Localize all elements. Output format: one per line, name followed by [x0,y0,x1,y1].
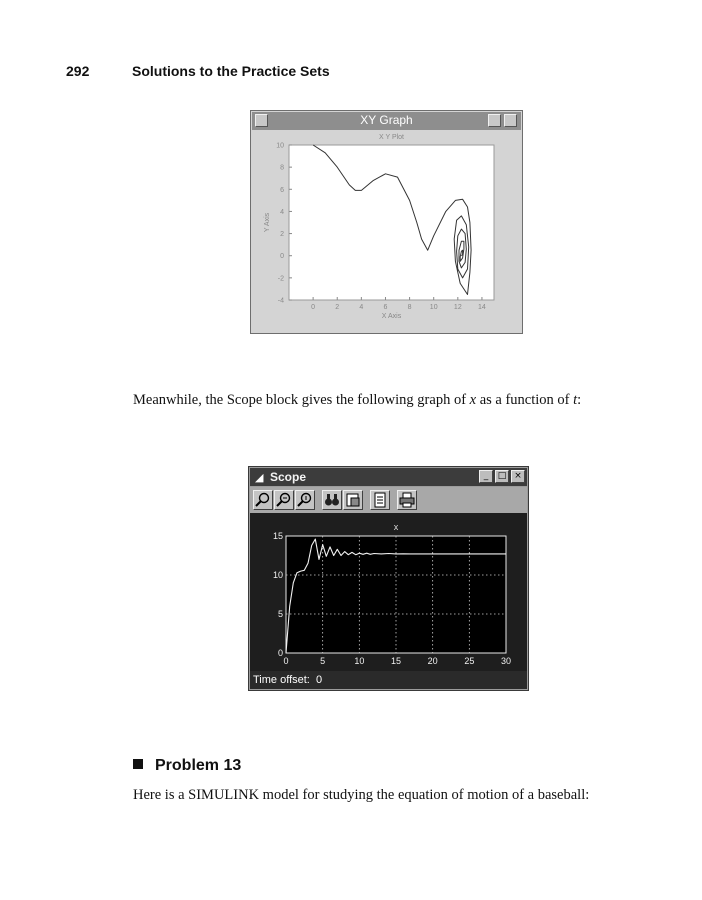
scope-x-tick-label: 5 [320,656,326,666]
problem-paragraph: Here is a SIMULINK model for studying the equation of motion of a baseball: [133,787,590,803]
scope-x-tick-label: 15 [390,656,402,666]
x-tick-label: 2 [335,304,340,311]
scope-titlebar[interactable] [250,468,527,486]
scope-toolbar [250,487,527,513]
y-tick-label: -4 [277,297,284,305]
scope-y-tick-label: 5 [277,609,283,619]
print-icon[interactable] [397,490,417,510]
scope-y-tick-label: 15 [272,531,283,541]
properties-icon[interactable] [370,490,390,510]
scope-footer [250,671,527,689]
y-tick-label: 0 [280,253,284,261]
scope-plot-title: x [393,522,399,532]
x-tick-label: 14 [478,304,486,311]
xy-plot-title: X Y Plot [378,134,405,141]
x-tick-label: 0 [311,304,316,311]
y-tick-label: 8 [280,164,284,172]
minimize-button[interactable] [488,114,501,127]
x-tick-label: 6 [383,304,388,311]
scope-plot [250,513,527,671]
page-number: 292 [66,63,90,79]
zoom-x-icon[interactable] [274,490,294,510]
x-tick-label: 8 [407,304,412,311]
x-tick-label: 12 [453,304,462,311]
y-tick-label: 4 [280,208,284,216]
scope-window [248,466,529,691]
autoscale-icon[interactable] [322,490,342,510]
scope-x-tick-label: 20 [427,656,438,666]
close-button[interactable]: × [511,470,525,483]
x-tick-label: 10 [429,304,438,311]
xy-graph-window-title: XY Graph [360,113,413,127]
meanwhile-paragraph: Meanwhile, the Scope block gives the following graph of x as a function of t: [133,392,582,408]
x-axis-label: X Axis [381,313,402,320]
xy-graph-window [250,110,523,334]
scope-x-tick-label: 0 [283,656,289,666]
y-axis-label: Y Axis [264,212,271,233]
y-tick-label: -2 [277,275,284,283]
y-tick-label: 6 [280,186,284,194]
save-axes-icon[interactable] [343,490,363,510]
time-offset-readout: Time offset: 0 [253,674,323,686]
zoom-y-icon[interactable] [295,490,315,510]
maximize-button[interactable] [504,114,517,127]
bullet-square-icon [133,759,143,769]
problem-heading: Problem 13 [133,757,241,775]
scope-x-tick-label: 30 [500,656,512,666]
xy-graph-titlebar[interactable] [252,112,521,130]
scope-x-tick-label: 25 [464,656,475,666]
minimize-button[interactable]: _ [479,470,493,483]
x-tick-label: 4 [359,304,364,311]
running-head-title: Solutions to the Practice Sets [132,63,330,79]
y-tick-label: 10 [276,142,284,150]
scope-x-tick-label: 10 [354,656,365,666]
running-head [66,63,666,83]
zoom-icon[interactable] [253,490,273,510]
scope-y-tick-label: 0 [277,648,283,658]
matlab-logo-icon: ◢ [255,471,264,484]
xy-plot [251,130,522,333]
y-tick-label: 2 [280,231,284,239]
scope-window-title: Scope [270,470,307,484]
scope-y-tick-label: 10 [272,570,283,580]
scope-plot-area [250,513,527,671]
maximize-button[interactable]: □ [495,470,509,483]
